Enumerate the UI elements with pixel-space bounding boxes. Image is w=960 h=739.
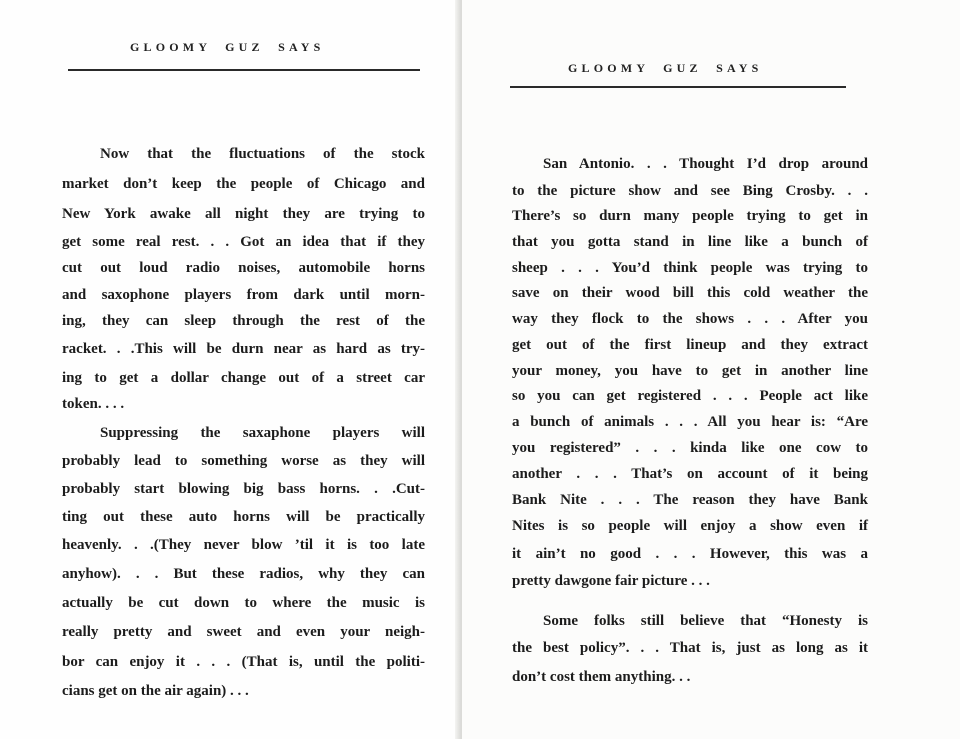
running-head: GLOOMY GUZ SAYS <box>568 61 763 75</box>
text-line: anyhow). . . But these radios, why they can <box>62 566 425 582</box>
text-line: ing to get a dollar change out of a street car <box>62 370 425 386</box>
text-line: probably start blowing big bass horns. . .Cut- <box>62 481 425 497</box>
header-rule <box>510 86 846 88</box>
right-page <box>462 0 960 739</box>
text-line: token. . . . <box>62 396 125 412</box>
text-line: save on their wood bill this cold weather the <box>512 285 868 301</box>
header-rule <box>68 69 420 71</box>
left-page <box>0 0 462 739</box>
text-line: market don’t keep the people of Chicago and <box>62 176 425 192</box>
text-line: Now that the fluctuations of the stock <box>100 146 425 162</box>
text-line: and saxophone players from dark until morn- <box>62 287 425 303</box>
text-line: cians get on the air again) . . . <box>62 683 249 699</box>
text-line: so you can get registered . . . People act like <box>512 388 868 404</box>
text-line: Nites is so people will enjoy a show even if <box>512 518 868 534</box>
text-line: another . . . That’s on account of it being <box>512 466 868 482</box>
text-line: to the picture show and see Bing Crosby. . . <box>512 183 868 199</box>
text-line: actually be cut down to where the music is <box>62 595 425 611</box>
text-line: heavenly. . .(They never blow ’til it is too late <box>62 537 425 553</box>
text-line: probably lead to something worse as they will <box>62 453 425 469</box>
text-line: the best policy”. . . That is, just as long as it <box>512 640 868 656</box>
text-line: New York awake all night they are trying to <box>62 206 425 222</box>
text-line: get out of the first lineup and they extract <box>512 337 868 353</box>
text-line: ting out these auto horns will be practically <box>62 509 425 525</box>
text-line: Suppressing the saxaphone players will <box>100 425 425 441</box>
text-line: Some folks still believe that “Honesty is <box>543 613 868 629</box>
text-line: racket. . .This will be durn near as hard as try- <box>62 341 425 357</box>
text-line: your money, you have to get in another line <box>512 363 868 379</box>
text-line: sheep . . . You’d think people was trying to <box>512 260 868 276</box>
text-line: way they flock to the shows . . . After you <box>512 311 868 327</box>
text-line: cut out loud radio noises, automobile horns <box>62 260 425 276</box>
text-line: that you gotta stand in line like a bunch of <box>512 234 868 250</box>
text-line: really pretty and sweet and even your neigh- <box>62 624 425 640</box>
text-line: Bank Nite . . . The reason they have Bank <box>512 492 868 508</box>
text-line: it ain’t no good . . . However, this was a <box>512 546 868 562</box>
text-line: you registered” . . . kinda like one cow to <box>512 440 868 456</box>
running-head: GLOOMY GUZ SAYS <box>130 40 325 54</box>
text-line: pretty dawgone fair picture . . . <box>512 573 710 589</box>
text-line: ing, they can sleep through the rest of the <box>62 313 425 329</box>
text-line: There’s so durn many people trying to get in <box>512 208 868 224</box>
text-line: a bunch of animals . . . All you hear is: “Are <box>512 414 868 430</box>
text-line: San Antonio. . . Thought I’d drop around <box>543 156 868 172</box>
text-line: don’t cost them anything. . . <box>512 669 691 685</box>
text-line: get some real rest. . . Got an idea that if they <box>62 234 425 250</box>
text-line: bor can enjoy it . . . (That is, until the politi- <box>62 654 425 670</box>
